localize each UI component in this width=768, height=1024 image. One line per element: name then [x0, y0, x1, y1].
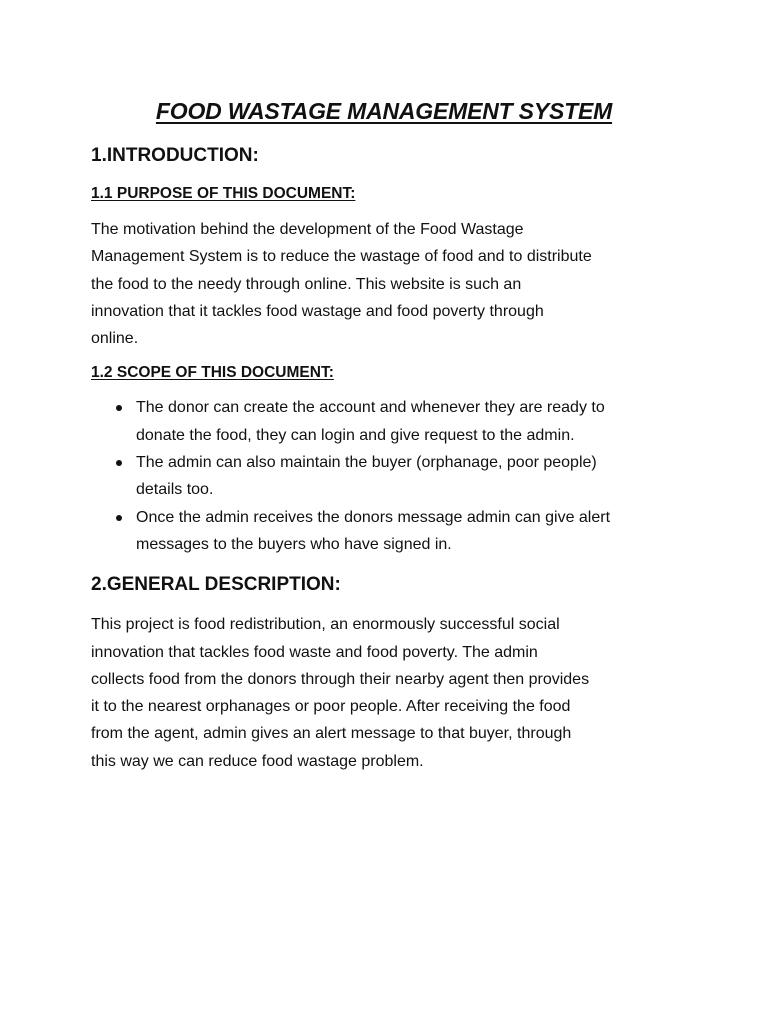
subsection-heading-purpose: 1.1 PURPOSE OF THIS DOCUMENT:	[91, 185, 356, 202]
bullet-line: The admin can also maintain the buyer (orphanage, poor people)	[136, 454, 597, 472]
section-heading-introduction: 1.INTRODUCTION:	[91, 145, 259, 166]
paragraph-line: from the agent, admin gives an alert message to that buyer, through	[91, 725, 572, 743]
list-item	[91, 449, 691, 504]
bullet-line: Once the admin receives the donors message admin can give alert	[136, 508, 611, 526]
scope-bullet-list	[91, 394, 691, 558]
list-item	[91, 504, 691, 559]
section-heading-general-description: 2.GENERAL DESCRIPTION:	[91, 574, 341, 596]
list-item	[91, 394, 691, 449]
bullet-line: messages to the buyers who have signed in.	[136, 535, 452, 553]
general-description-paragraph	[91, 611, 691, 775]
bullet-icon	[116, 515, 122, 521]
subsection-heading-scope: 1.2 SCOPE OF THIS DOCUMENT:	[91, 364, 334, 382]
purpose-paragraph	[91, 216, 691, 352]
document-body	[91, 142, 691, 775]
bullet-line: donate the food, they can login and give request to the admin.	[136, 426, 575, 444]
bullet-icon	[116, 405, 122, 411]
paragraph-line: The motivation behind the development of the Food Wastage	[91, 221, 524, 238]
bullet-line: The donor can create the account and whenever they are ready to	[136, 399, 605, 417]
paragraph-line: the food to the needy through online. This website is such an	[91, 275, 522, 293]
paragraph-line: This project is food redistribution, an enormously successful social	[91, 616, 560, 634]
paragraph-line: online.	[91, 330, 139, 348]
bullet-line: details too.	[136, 481, 214, 499]
paragraph-line: this way we can reduce food wastage problem.	[91, 752, 424, 770]
paragraph-line: Management System is to reduce the wastage of food and to distribute	[91, 248, 592, 266]
paragraph-line: collects food from the donors through their nearby agent then provides	[91, 670, 590, 688]
paragraph-line: innovation that it tackles food wastage and food poverty through	[91, 302, 544, 320]
document-title: FOOD WASTAGE MANAGEMENT SYSTEM	[155, 98, 613, 124]
paragraph-line: it to the nearest orphanages or poor people. After receiving the food	[91, 698, 571, 716]
bullet-icon	[116, 460, 122, 466]
paragraph-line: innovation that tackles food waste and food poverty. The admin	[91, 643, 538, 661]
